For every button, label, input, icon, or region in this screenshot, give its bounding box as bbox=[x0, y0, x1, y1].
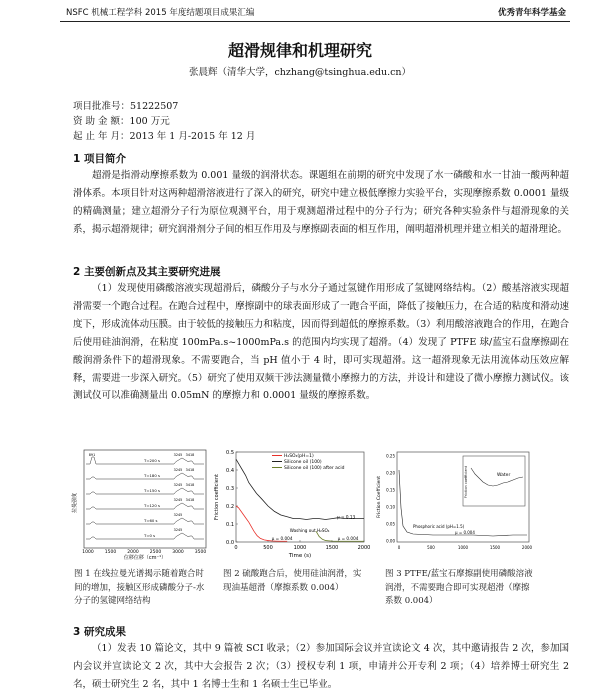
fig1-peak-label: 3245 bbox=[173, 483, 183, 487]
fig2-ytick-label: 0.1 bbox=[226, 521, 234, 528]
figure-2-chart bbox=[212, 448, 371, 560]
fig2-xtick-label: 0 bbox=[234, 545, 238, 551]
fig2-ylabel: Friction coefficient bbox=[214, 474, 220, 520]
figure-2-caption: 图 2 硫酸跑合后，使用硅油润滑，实现油基超滑（摩擦系数 0.004） bbox=[223, 569, 362, 593]
fig1-xtick-label: 1500 bbox=[104, 550, 117, 555]
fig2-annotation: μ = 0.004 bbox=[337, 535, 359, 541]
fig2-ytick-label: 0.0 bbox=[226, 539, 234, 546]
fig1-ylabel: 拉曼强度 bbox=[72, 492, 78, 514]
fig3-ytick-label: 0.10 bbox=[386, 504, 395, 510]
fig2-legend-label: Silicone oil (100) after acid bbox=[284, 466, 345, 471]
fig3-annotation: Phosphoric acid (pH=1.5) bbox=[413, 524, 465, 529]
section-3-heading: 3 研究成果 bbox=[73, 626, 126, 638]
header-right: 优秀青年科学基金 bbox=[497, 8, 566, 18]
author-line: 张晨辉（清华大学，chzhang@tsinghua.edu.cn） bbox=[188, 67, 412, 78]
header-rule bbox=[60, 21, 570, 22]
fig3-xtick-label: 500 bbox=[427, 545, 435, 550]
fig1-peak-label: 3245 bbox=[173, 453, 183, 457]
fig1-peak-label: 3418 bbox=[185, 483, 195, 487]
fig1-xtick-label: 3000 bbox=[172, 550, 184, 555]
section-1-body: 超滑是指滑动摩擦系数为 0.001 量级的润滑状态。课题组在前期的研究中发现了水一磷酸和水一甘油一酸两种超滑体系。本项目针对这两种超滑溶液进行了深入的研究，研究中建立极低摩擦力实验平台，实现摩擦系数 0.0001 量级的精确测量；建立超滑分子行为原位观测平台，用于观测超滑过程中的分子行为；研究各种实验条件与超滑现象的关系，揭示超滑规律；研究润滑剂分子间的相互作用及与摩擦副表面的相互作用，阐明超滑机理并建立相关的超滑理论。 bbox=[73, 170, 569, 235]
fig1-peak-label: 3245 bbox=[173, 498, 183, 502]
fig3-ytick-label: 0.05 bbox=[386, 521, 395, 527]
funding-amount: 资 助 金 额：100 万元 bbox=[73, 116, 170, 127]
fig1-trace-label: T=0 s bbox=[144, 533, 156, 538]
fig2-annotation: μ = 0.004 bbox=[271, 535, 293, 541]
fig3-inset-annotation: Water bbox=[497, 473, 511, 478]
fig1-xtick-label: 2000 bbox=[127, 550, 139, 555]
fig2-legend-label: H₂SO₄(pH=1) bbox=[284, 454, 314, 459]
fig2-xlabel: Time (s) bbox=[288, 553, 312, 559]
fig1-xtick-label: 3500 bbox=[194, 550, 207, 555]
section-3-body: （1）发表 10 篇论文，其中 9 篇被 SCI 收录；（2）参加国际会议并宣读论文 4 次，其中邀请报告 2 次，参加国内会议并宣读论文 2 次，其中大会报告 2 次；（3）授权专利 1 项，申请并公开专利 2 项；（4）培养博士研究生 2 名，硕士研究生 2 名，其中 1 名博士生和 1 名硕士生已毕业。 bbox=[73, 643, 569, 690]
fig1-peak-label: 3245 bbox=[173, 528, 183, 532]
fig2-annotation: Washing out H₂SO₄ bbox=[289, 528, 330, 534]
fig2-annotation: μ = 0.13 bbox=[336, 514, 356, 520]
fig2-ytick-label: 0.5 bbox=[226, 449, 234, 456]
fig2-xtick-label: 2000 bbox=[357, 545, 371, 551]
fig3-inset bbox=[463, 456, 525, 506]
fig3-xtick-label: 2000 bbox=[521, 545, 533, 550]
fig2-legend-label: Silicone oil (100) bbox=[284, 460, 322, 465]
fig1-trace-label: T=120 s bbox=[144, 503, 160, 508]
project-number: 项目批准号：51222507 bbox=[73, 101, 179, 112]
fig1-peak-label: 891 bbox=[88, 453, 96, 457]
fig2-xtick-label: 500 bbox=[263, 545, 273, 551]
project-period: 起 止 年 月：2013 年 1 月-2015 年 12 月 bbox=[73, 131, 256, 142]
paper-title: 超滑规律和机理研究 bbox=[227, 41, 372, 60]
fig1-trace-label: T=200 s bbox=[144, 458, 160, 463]
fig1-trace-label: T=180 s bbox=[144, 473, 160, 478]
fig3-ytick-label: 0.00 bbox=[386, 538, 395, 544]
fig3-ylabel: Friction Coefficient bbox=[377, 475, 382, 519]
fig3-xtick-label: 0 bbox=[397, 545, 401, 550]
fig3-inset-ylabel: Friction coefficient bbox=[464, 465, 468, 499]
fig1-trace-label: T=150 s bbox=[144, 488, 160, 493]
fig2-ytick-label: 0.3 bbox=[226, 485, 234, 492]
page-header bbox=[0, 4, 600, 18]
fig3-ytick-label: 0.15 bbox=[386, 487, 395, 493]
fig2-xtick-label: 1500 bbox=[325, 545, 339, 551]
fig2-ytick-label: 0.4 bbox=[226, 467, 234, 474]
fig1-xlabel: 位移位移（cm⁻¹） bbox=[123, 555, 167, 561]
fig1-peak-label: 3418 bbox=[185, 498, 195, 502]
fig1-xtick-label: 1000 bbox=[82, 550, 94, 555]
fig3-ytick-label: 0.20 bbox=[386, 470, 395, 476]
fig1-peak-label: 3418 bbox=[185, 468, 195, 472]
figure-1-caption: 图 1 在线拉曼光谱揭示随着跑合时间的增加，接触区形成磷酸分子-水分子的氢键网络结构 bbox=[74, 569, 205, 606]
figure-3-caption: 图 3 PTFE/蓝宝石摩擦副使用磷酸溶液润滑，不需要跑合即可实现超滑（摩擦系数 0.004） bbox=[385, 569, 533, 606]
fig2-ytick-label: 0.2 bbox=[226, 503, 234, 510]
fig3-xtick-label: 1500 bbox=[489, 545, 501, 550]
fig1-peak-label: 3418 bbox=[185, 453, 195, 457]
section-2-body: （1）发现使用磷酸溶液实现超滑后，磷酸分子与水分子通过氢键作用形成了氢键网络结构。（2）酸基溶液实现超滑需要一个跑合过程。在跑合过程中，摩擦副中的球表面形成了一跑合平面，降低了接触压力，在合适的粘度和滑动速度下，形成流体动压膜。由于较低的接触压力和粘度，因而得到超低的摩擦系数。（3）利用酸溶液跑合的作用，在跑合后使用硅油润滑，在粘度 100mPa.s~1000mPa.s 的范围内均实现了超滑。（4）发现了 PTFE 球/蓝宝石盘摩擦副在酸润滑条件下的超滑现象。不需要跑合，当 pH 值小于 4 时，即可实现超滑。这一超滑现象无法用流体动压效应解释，需要进一步深入研究。（5）研究了使用双频干涉法测量微小摩擦力的方法，并设计和建设了微小摩擦力测试仪。该测试仪可以准确测量出 0.05mN 的摩擦力和 0.0001 量级的摩擦系数。 bbox=[73, 283, 569, 402]
fig1-peak-label: 3245 bbox=[173, 513, 183, 517]
fig3-xtick-label: 1000 bbox=[457, 545, 469, 550]
fig2-xtick-label: 1000 bbox=[293, 545, 307, 551]
fig1-peak-label: 3245 bbox=[173, 468, 183, 472]
figure-3-chart bbox=[373, 448, 533, 560]
fig1-xtick-label: 2500 bbox=[149, 550, 162, 555]
section-1-heading: 1 项目简介 bbox=[73, 153, 126, 165]
section-2-heading: 2 主要创新点及其主要研究进展 bbox=[73, 266, 221, 278]
figure-1-raman-spectra bbox=[70, 448, 210, 560]
header-left: NSFC 机械工程学科 2015 年度结题项目成果汇编 bbox=[66, 8, 255, 18]
fig3-ytick-label: 0.25 bbox=[386, 453, 395, 459]
fig3-value: μ = 0.004 bbox=[455, 530, 475, 535]
fig1-trace-label: T=60 s bbox=[144, 518, 158, 523]
